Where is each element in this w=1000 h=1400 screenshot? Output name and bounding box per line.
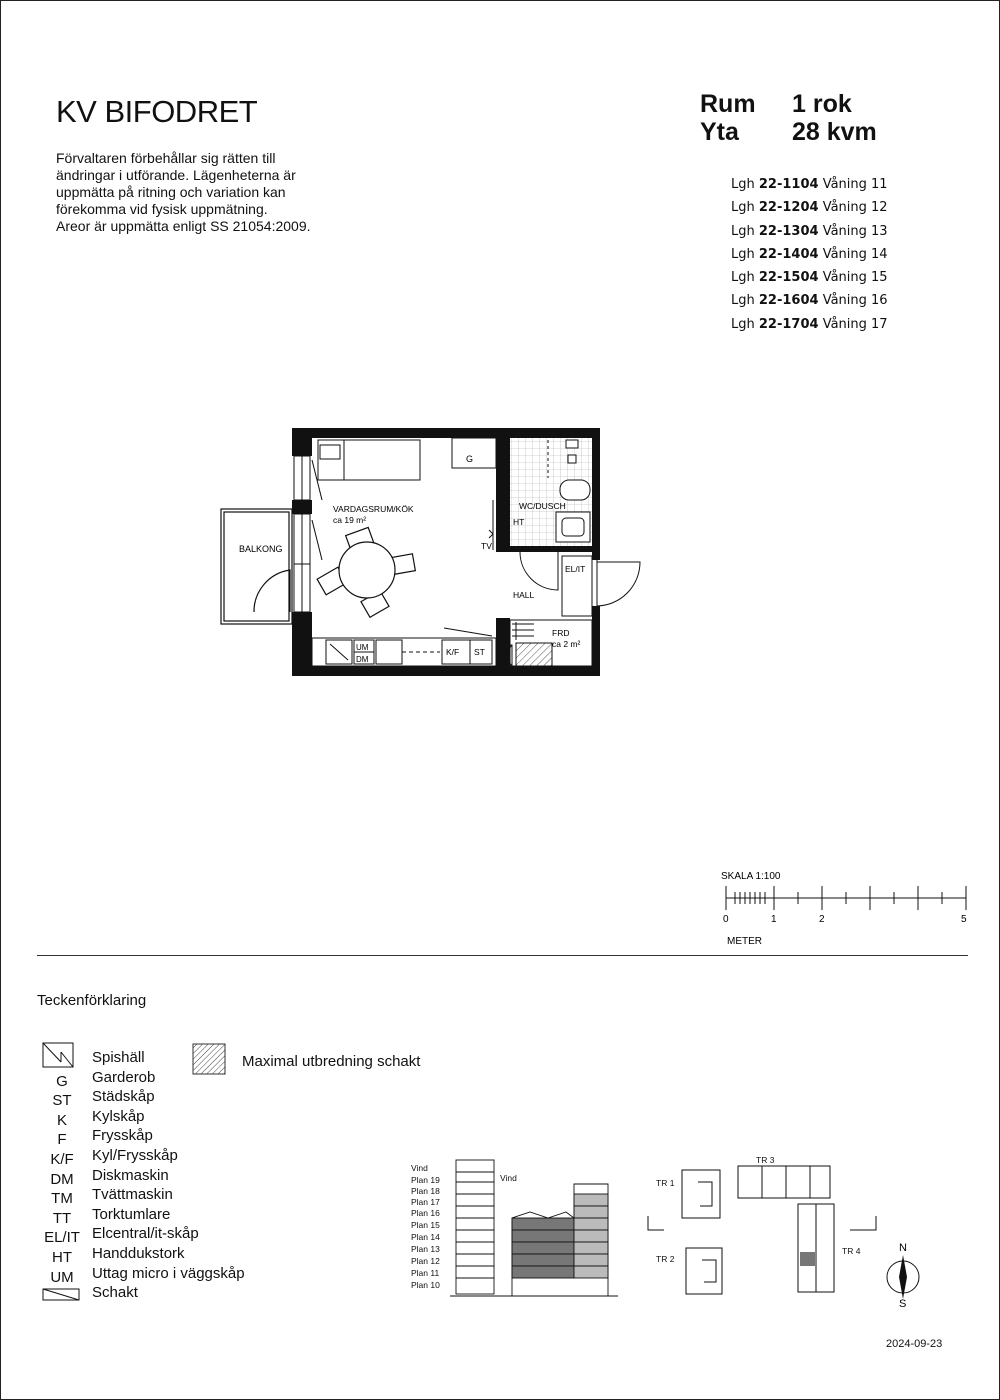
apartment-summary — [700, 90, 877, 146]
tv-label: TV — [481, 541, 492, 551]
legend-code: HT — [52, 1248, 72, 1266]
unit-number: 22-1404 — [758, 246, 819, 262]
level-label: Plan 12 — [411, 1256, 440, 1266]
unit-prefix: Lgh — [731, 177, 755, 192]
level-label: Plan 15 — [411, 1220, 440, 1230]
stove-icon — [42, 1042, 76, 1068]
document-date: 2024-09-23 — [886, 1338, 943, 1350]
unit-number: 22-1704 — [758, 316, 819, 332]
floor-number: 17 — [871, 316, 888, 332]
rooms-label: Rum — [700, 90, 756, 118]
legend-label: Kyl/Frysskåp — [92, 1146, 178, 1164]
rooms-value: 1 rok — [792, 90, 852, 118]
legend-label: Schakt — [92, 1284, 138, 1302]
highlight-unit — [800, 1252, 815, 1266]
balcony — [221, 509, 292, 624]
scale-unit: METER — [727, 936, 762, 947]
disclaimer — [56, 150, 386, 235]
living-room-area: ca 19 m² — [333, 515, 367, 525]
legend-code: DM — [50, 1170, 74, 1188]
compass-north: N — [899, 1242, 907, 1254]
disclaimer-line: förekomma vid fysisk uppmätning. — [56, 201, 268, 217]
unit-row — [731, 270, 888, 293]
disclaimer-line: Förvaltaren förbehållar sig rätten till — [56, 150, 276, 166]
floor-label: Våning — [822, 246, 867, 262]
rooms-row — [700, 90, 877, 118]
unit-prefix: Lgh — [731, 200, 755, 216]
unit-list — [731, 177, 888, 340]
disclaimer-line: Areor är uppmätta enligt SS 21054:2009. — [56, 218, 311, 234]
level-label: Vind — [411, 1163, 428, 1173]
legend-label: Tvättmaskin — [92, 1186, 173, 1204]
storage-label: FRD — [552, 628, 570, 638]
level-label: Plan 14 — [411, 1232, 440, 1242]
bed — [318, 440, 420, 480]
legend-label: Uttag micro i väggskåp — [92, 1264, 245, 1282]
storage-area: ca 2 m² — [552, 639, 581, 649]
floor-label: Våning — [822, 200, 867, 216]
unit-number: 22-1304 — [758, 223, 819, 239]
micro-outlet-label: UM — [356, 643, 369, 652]
scale-tick-2: 2 — [819, 914, 825, 925]
legend-label: Kylskåp — [92, 1107, 145, 1125]
level-label: Plan 13 — [411, 1244, 440, 1254]
area-value: 28 kvm — [792, 118, 877, 146]
living-room-label: VARDAGSRUM/KÖK — [333, 504, 414, 514]
floor-label: Våning — [822, 316, 867, 332]
legend-label: Handdukstork — [92, 1244, 185, 1262]
legend-label: Städskåp — [92, 1088, 155, 1106]
unit-row — [731, 293, 888, 316]
hatch-swatch-icon — [192, 1043, 228, 1077]
level-label: Plan 19 — [411, 1175, 440, 1185]
level-label: Plan 17 — [411, 1197, 440, 1207]
level-label: Plan 16 — [411, 1208, 440, 1218]
unit-row — [731, 177, 888, 200]
scale-tick-5: 5 — [961, 914, 967, 925]
building-section — [405, 1155, 620, 1300]
electric-cabinet-label: EL/IT — [565, 564, 586, 574]
unit-row — [731, 247, 888, 270]
floor-label: Våning — [822, 223, 867, 239]
building-label: TR 4 — [842, 1246, 861, 1256]
disclaimer-line: ändringar i utförande. Lägenheterna är — [56, 167, 296, 183]
fridge-freezer-label: K/F — [446, 647, 460, 657]
building-label: TR 2 — [656, 1254, 675, 1264]
legend-code: ST — [52, 1092, 72, 1110]
unit-number: 22-1204 — [758, 200, 819, 216]
legend-label: Torktumlare — [92, 1205, 171, 1223]
cleaning-cabinet-label: ST — [474, 647, 485, 657]
kitchen-counter — [312, 628, 496, 666]
legend-code: K — [56, 1111, 67, 1129]
unit-prefix: Lgh — [731, 316, 755, 332]
scale-label: SKALA 1:100 — [721, 871, 781, 882]
floor-number: 11 — [871, 177, 888, 192]
floor-label: Våning — [822, 177, 867, 192]
legend-code: TM — [51, 1190, 73, 1208]
floor-number: 12 — [871, 200, 888, 216]
level-label: Plan 18 — [411, 1186, 440, 1196]
floor-plan — [210, 420, 670, 690]
towel-dryer-label: HT — [513, 517, 525, 527]
site-plan — [640, 1150, 930, 1315]
area-row — [700, 118, 877, 146]
unit-prefix: Lgh — [731, 246, 755, 262]
building-label: TR 3 — [756, 1155, 775, 1165]
unit-row — [731, 200, 888, 223]
unit-number: 22-1604 — [758, 293, 819, 309]
unit-number: 22-1104 — [758, 177, 819, 192]
legend-code: TT — [52, 1209, 72, 1227]
page-title: KV BIFODRET — [56, 94, 258, 129]
level-label: Plan 10 — [411, 1280, 440, 1290]
shaft-extent-label: Maximal utbredning schakt — [242, 1053, 421, 1070]
legend-code: K/F — [50, 1150, 74, 1168]
legend-label: Spishäll — [92, 1049, 145, 1066]
floor-label: Våning — [822, 293, 867, 309]
legend-label: Elcentral/it-skåp — [92, 1225, 199, 1243]
scale-bar — [700, 862, 980, 952]
level-label: Plan 11 — [411, 1268, 440, 1278]
disclaimer-line: uppmätta på ritning och variation kan — [56, 184, 286, 200]
wardrobe-label: G — [466, 454, 474, 464]
floor-number: 13 — [871, 223, 888, 239]
roof-label: Vind — [500, 1173, 517, 1183]
legend-label: Garderob — [92, 1068, 156, 1086]
scale-tick-0: 0 — [723, 914, 729, 925]
legend-code: UM — [50, 1268, 74, 1286]
floor-number: 14 — [871, 246, 888, 262]
building-label: TR 1 — [656, 1178, 675, 1188]
unit-row — [731, 224, 888, 247]
bathroom-door — [520, 552, 558, 590]
unit-prefix: Lgh — [731, 223, 755, 239]
legend-code: EL/IT — [44, 1229, 80, 1247]
compass-south: S — [899, 1298, 907, 1310]
dining-table — [317, 527, 415, 617]
floor-label: Våning — [822, 270, 867, 286]
legend-code: G — [56, 1072, 68, 1090]
bathroom-label: WC/DUSCH — [519, 501, 566, 511]
unit-number: 22-1504 — [758, 270, 819, 286]
dishwasher-label: DM — [356, 655, 369, 664]
legend-code: F — [57, 1131, 67, 1149]
area-label: Yta — [700, 118, 739, 146]
hall-label: HALL — [513, 590, 535, 600]
shaft-icon — [42, 1286, 82, 1306]
unit-prefix: Lgh — [731, 293, 755, 309]
compass-icon — [887, 1242, 919, 1310]
scale-tick-1: 1 — [771, 914, 777, 925]
unit-row — [731, 317, 888, 340]
entrance-door — [597, 560, 640, 606]
divider — [37, 955, 968, 956]
balcony-label: BALKONG — [239, 544, 283, 554]
wardrobe — [452, 438, 496, 468]
floor-number: 15 — [871, 270, 888, 286]
legend-label: Diskmaskin — [92, 1166, 169, 1184]
floor-number: 16 — [871, 293, 888, 309]
unit-prefix: Lgh — [731, 270, 755, 286]
legend-title: Teckenförklaring — [37, 992, 147, 1009]
legend-label: Frysskåp — [92, 1127, 153, 1145]
